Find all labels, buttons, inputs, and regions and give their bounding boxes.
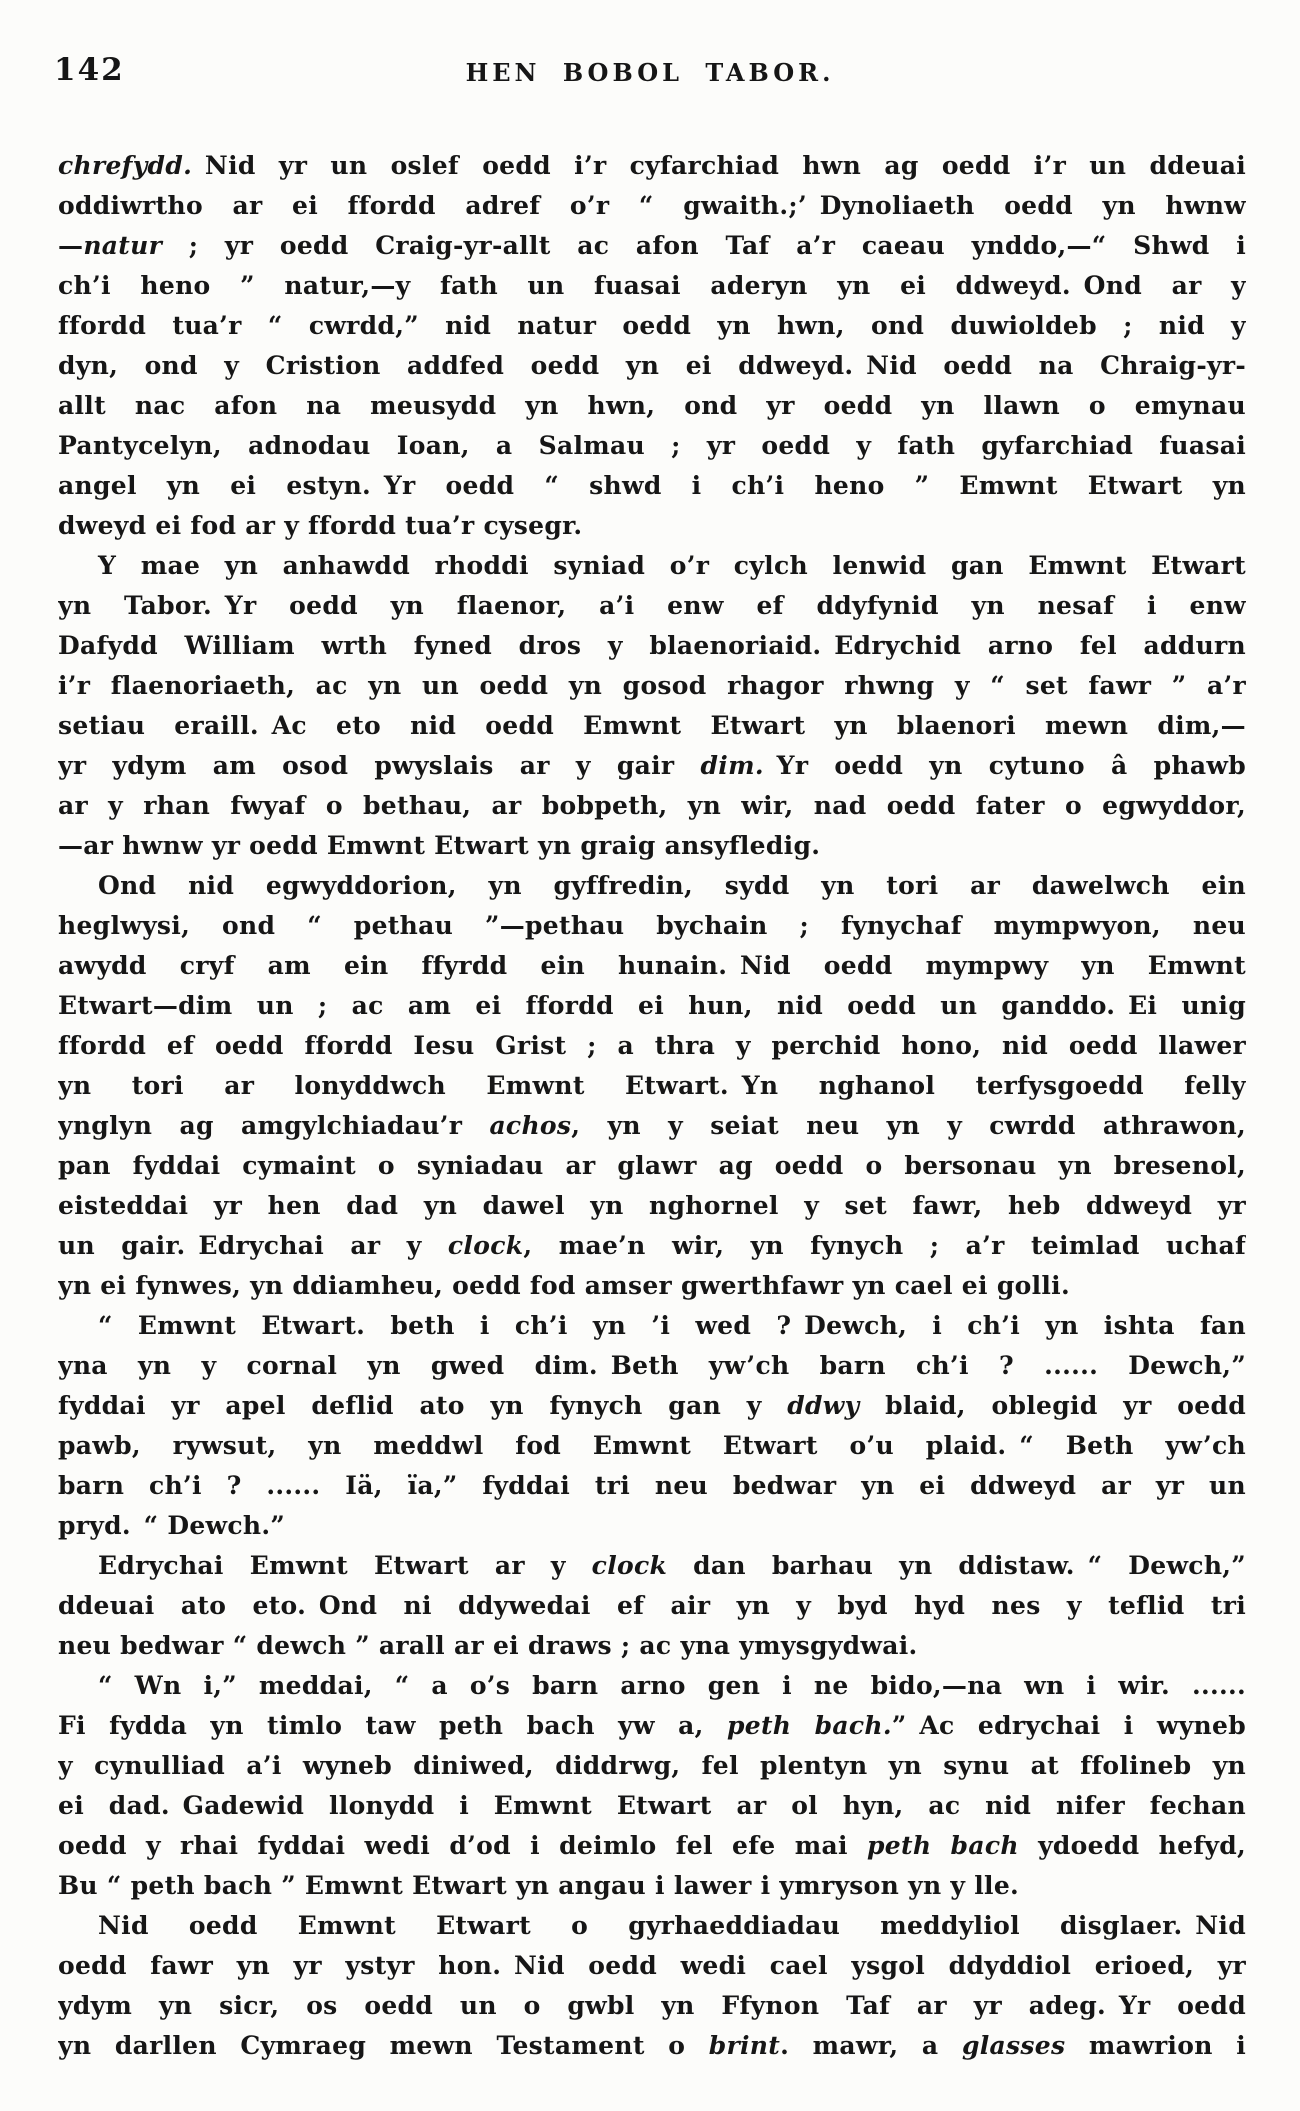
text-segment: oedd fawr yn yr ystyr hon. Nid oedd wedi cael ysgol ddyddiol erioed, yr: [58, 1951, 1246, 1980]
italic-text-segment: glasses: [961, 2031, 1066, 2060]
text-line: [58, 186, 1246, 226]
text-segment: ar y rhan fwyaf o bethau, ar bobpeth, yn wir, nad oedd fater o egwyddor,: [58, 791, 1246, 820]
text-segment: Yr oedd yn cytuno â phawb: [763, 751, 1246, 780]
text-line: [58, 1786, 1246, 1826]
text-segment: , yn y seiat neu yn y cwrdd athrawon,: [571, 1111, 1246, 1140]
text-segment: awydd cryf am ein ffyrdd ein hunain. Nid oedd mympwy yn Emwnt: [58, 951, 1246, 980]
running-title: HEN BOBOL TABOR.: [465, 58, 835, 87]
italic-text-segment: clock: [447, 1231, 524, 1260]
italic-text-segment: natur: [83, 231, 163, 260]
text-segment: ; yr oedd Craig-yr-allt ac afon Taf a’r caeau ynddo,—“ Shwd i: [162, 231, 1246, 260]
text-segment: pan fyddai cymaint o syniadau ar glawr ag oedd o bersonau yn bresenol,: [58, 1151, 1246, 1180]
text-line: [58, 146, 1246, 186]
text-line: [58, 346, 1246, 386]
text-line: [58, 946, 1246, 986]
text-line: [58, 706, 1246, 746]
text-line: [58, 1026, 1246, 1066]
italic-text-segment: brint: [708, 2031, 781, 2060]
text-line: [58, 426, 1246, 466]
text-segment: Nid oedd Emwnt Etwart o gyrhaeddiadau meddyliol disglaer. Nid: [98, 1911, 1246, 1940]
text-segment: dyn, ond y Cristion addfed oedd yn ei ddweyd. Nid oedd na Chraig-yr-: [58, 351, 1246, 380]
text-segment: yn Tabor. Yr oedd yn flaenor, a’i enw ef ddyfynid yn nesaf i enw: [58, 591, 1246, 620]
text-line: [58, 1146, 1246, 1186]
text-segment: ch’i heno ” natur,—y fath un fuasai aderyn yn ei ddweyd. Ond ar y: [58, 271, 1246, 300]
paragraph: [58, 1666, 1246, 1906]
text-segment: Dafydd William wrth fyned dros y blaenoriaid. Edrychid arno fel addurn: [58, 631, 1246, 660]
text-segment: allt nac afon na meusydd yn hwn, ond yr oedd yn llawn o emynau: [58, 391, 1246, 420]
text-segment: barn ch’i ? ...... Iä, ïa,” fyddai tri neu bedwar yn ei ddweyd ar yr un: [58, 1471, 1246, 1500]
text-segment: ydoedd hefyd,: [1018, 1831, 1246, 1860]
italic-text-segment: peth bach: [867, 1831, 1019, 1860]
text-segment: Etwart—dim un ; ac am ei ffordd ei hun, nid oedd un ganddo. Ei unig: [58, 991, 1246, 1020]
text-line: [58, 1346, 1246, 1386]
text-line: [58, 746, 1246, 786]
italic-text-segment: ddwy: [787, 1391, 860, 1420]
text-line: [58, 666, 1246, 706]
text-segment: Fi fydda yn timlo taw peth bach yw a,: [58, 1711, 727, 1740]
text-line: [58, 1066, 1246, 1106]
text-line: [58, 1906, 1246, 1946]
text-segment: ynglyn ag amgylchiadau’r: [58, 1111, 490, 1140]
text-line: [58, 1186, 1246, 1226]
italic-text-segment: peth bach.: [726, 1711, 892, 1740]
text-segment: y cynulliad a’i wyneb diniwed, diddrwg, fel plentyn yn synu at ffolineb yn: [58, 1751, 1246, 1780]
text-segment: Pantycelyn, adnodau Ioan, a Salmau ; yr oedd y fath gyfarchiad fuasai: [58, 431, 1246, 460]
italic-text-segment: clock: [591, 1551, 668, 1580]
paragraph: [58, 1546, 1246, 1666]
text-segment: eisteddai yr hen dad yn dawel yn nghornel y set fawr, heb ddweyd yr: [58, 1191, 1246, 1220]
text-segment: , mae’n wir, yn fynych ; a’r teimlad uchaf: [523, 1231, 1246, 1260]
text-segment: fyddai yr apel deflid ato yn fynych gan y: [58, 1391, 788, 1420]
italic-text-segment: chrefydd.: [58, 151, 193, 180]
text-line: [58, 1706, 1246, 1746]
body-text: [58, 146, 1246, 2066]
text-line: [58, 626, 1246, 666]
text-segment: Ond nid egwyddorion, yn gyffredin, sydd yn tori ar dawelwch ein: [98, 871, 1246, 900]
text-segment: —ar hwnw yr oedd Emwnt Etwart yn graig ansyfledig.: [58, 831, 821, 860]
paragraph: [58, 866, 1246, 1306]
text-segment: ffordd ef oedd ffordd Iesu Grist ; a thra y perchid hono, nid oedd llawer: [58, 1031, 1246, 1060]
text-line: [58, 866, 1246, 906]
text-segment: mawrion i: [1065, 2031, 1246, 2060]
text-line: [58, 1386, 1246, 1426]
text-line: [58, 1866, 1246, 1906]
paragraph: [58, 146, 1246, 546]
text-line: [58, 1826, 1246, 1866]
italic-text-segment: achos: [489, 1111, 572, 1140]
text-segment: ddeuai ato eto. Ond ni ddywedai ef air yn y byd hyd nes y teflid tri: [58, 1591, 1246, 1620]
text-line: [58, 906, 1246, 946]
text-segment: ffordd tua’r “ cwrdd,” nid natur oedd yn hwn, ond duwioldeb ; nid y: [58, 311, 1246, 340]
text-line: [58, 1106, 1246, 1146]
text-segment: —: [58, 231, 84, 260]
text-segment: ei dad. Gadewid llonydd i Emwnt Etwart ar ol hyn, ac nid nifer fechan: [58, 1791, 1246, 1820]
text-segment: un gair. Edrychai ar y: [58, 1231, 448, 1260]
text-line: [58, 466, 1246, 506]
text-line: [58, 986, 1246, 1026]
text-segment: dweyd ei fod ar y ffordd tua’r cysegr.: [58, 511, 583, 540]
text-line: [58, 1746, 1246, 1786]
text-line: [58, 586, 1246, 626]
text-segment: oedd y rhai fyddai wedi d’od i deimlo fel efe mai: [58, 1831, 867, 1860]
text-line: [58, 1986, 1246, 2026]
text-segment: ydym yn sicr, os oedd un o gwbl yn Ffynon Taf ar yr adeg. Yr oedd: [58, 1991, 1246, 2020]
text-line: [58, 1666, 1246, 1706]
text-line: [58, 266, 1246, 306]
text-line: [58, 1586, 1246, 1626]
text-line: [58, 506, 1246, 546]
text-segment: dan barhau yn ddistaw. “ Dewch,”: [667, 1551, 1246, 1580]
text-line: [58, 786, 1246, 826]
text-line: [58, 2026, 1246, 2066]
text-segment: pawb, rywsut, yn meddwl fod Emwnt Etwart o’u plaid. “ Beth yw’ch: [58, 1431, 1246, 1460]
text-segment: angel yn ei estyn. Yr oedd “ shwd i ch’i heno ” Emwnt Etwart yn: [58, 471, 1246, 500]
text-line: [58, 1306, 1246, 1346]
text-segment: Nid yr un oslef oedd i’r cyfarchiad hwn ag oedd i’r un ddeuai: [192, 151, 1246, 180]
text-segment: pryd. “ Dewch.”: [58, 1511, 286, 1540]
text-segment: heglwysi, ond “ pethau ”—pethau bychain ; fynychaf mympwyon, neu: [58, 911, 1246, 940]
text-segment: yn darllen Cymraeg mewn Testament o: [58, 2031, 709, 2060]
text-segment: i’r flaenoriaeth, ac yn un oedd yn gosod rhagor rhwng y “ set fawr ” a’r: [58, 671, 1246, 700]
paragraph: [58, 1306, 1246, 1546]
text-line: [58, 1226, 1246, 1266]
text-line: [58, 1546, 1246, 1586]
text-line: [58, 1466, 1246, 1506]
italic-text-segment: dim.: [700, 751, 764, 780]
text-segment: ” Ac edrychai i wyneb: [891, 1711, 1246, 1740]
text-line: [58, 1426, 1246, 1466]
text-segment: neu bedwar “ dewch ” arall ar ei draws ; ac yna ymysgydwai.: [58, 1631, 918, 1660]
paragraph: [58, 1906, 1246, 2066]
text-line: [58, 226, 1246, 266]
text-segment: yna yn y cornal yn gwed dim. Beth yw’ch barn ch’i ? ...... Dewch,”: [58, 1351, 1246, 1380]
text-segment: Y mae yn anhawdd rhoddi syniad o’r cylch lenwid gan Emwnt Etwart: [98, 551, 1246, 580]
text-segment: oddiwrtho ar ei ffordd adref o’r “ gwaith.;’ Dynoliaeth oedd yn hwnw: [58, 191, 1246, 220]
text-line: [58, 1506, 1246, 1546]
text-line: [58, 1266, 1246, 1306]
text-segment: “ Emwnt Etwart. beth i ch’i yn ’i wed ? Dewch, i ch’i yn ishta fan: [98, 1311, 1246, 1340]
text-segment: yr ydym am osod pwyslais ar y gair: [58, 751, 701, 780]
text-segment: “ Wn i,” meddai, “ a o’s barn arno gen i ne bido,—na wn i wir. ......: [98, 1671, 1246, 1700]
text-line: [58, 1946, 1246, 1986]
text-segment: yn tori ar lonyddwch Emwnt Etwart. Yn nghanol terfysgoedd felly: [58, 1071, 1246, 1100]
paragraph: [58, 546, 1246, 866]
text-segment: yn ei fynwes, yn ddiamheu, oedd fod amser gwerthfawr yn cael ei golli.: [58, 1271, 1070, 1300]
text-line: [58, 546, 1246, 586]
text-line: [58, 306, 1246, 346]
text-segment: blaid, oblegid yr oedd: [859, 1391, 1246, 1420]
text-line: [58, 826, 1246, 866]
text-segment: setiau eraill. Ac eto nid oedd Emwnt Etwart yn blaenori mewn dim,—: [58, 711, 1246, 740]
page-number: 142: [54, 52, 125, 88]
text-segment: Bu “ peth bach ” Emwnt Etwart yn angau i lawer i ymryson yn y lle.: [58, 1871, 1020, 1900]
text-line: [58, 386, 1246, 426]
text-line: [58, 1626, 1246, 1666]
text-segment: Edrychai Emwnt Etwart ar y: [98, 1551, 592, 1580]
text-segment: . mawr, a: [780, 2031, 962, 2060]
